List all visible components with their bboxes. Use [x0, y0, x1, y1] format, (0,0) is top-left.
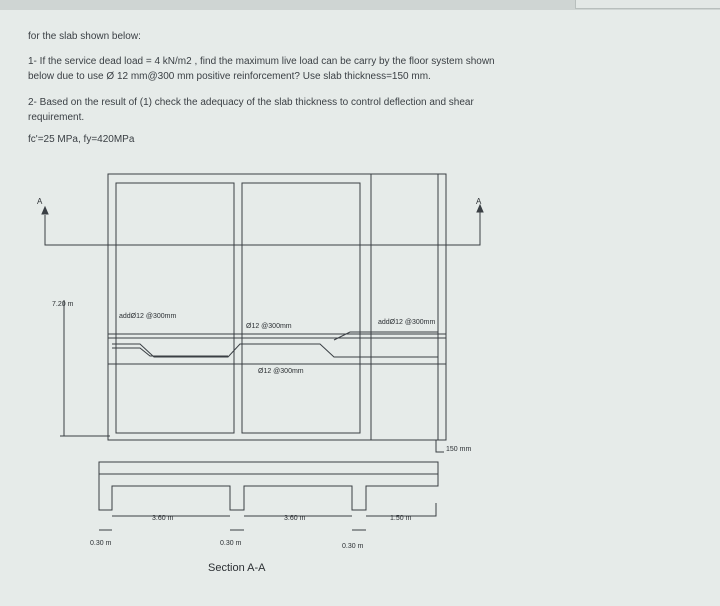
bar-bottom-label: Ø12 @300mm	[258, 368, 304, 375]
span-length-label: 7.20 m	[52, 301, 74, 308]
question-2-line-1: 2- Based on the result of (1) check the adequacy of the slab thickness to control deflection and shear	[28, 97, 474, 108]
bar-mid-label: Ø12 @300mm	[246, 323, 292, 330]
dim-span2-label: 3.60 m	[284, 515, 306, 522]
bar-add-right-label: addØ12 @300mm	[378, 319, 436, 326]
section-arrow-left	[42, 207, 48, 214]
plan-outline	[108, 174, 446, 440]
panel-middle	[242, 183, 360, 433]
section-title: Section A-A	[208, 562, 266, 574]
panel-left	[116, 183, 234, 433]
cranked-bar	[112, 344, 438, 357]
section-arrow-right	[477, 205, 483, 212]
material-properties: fc'=25 MPa, fy=420MPa	[28, 134, 135, 145]
cranked-bar-right	[334, 332, 438, 340]
beam-width-2-label: 0.30 m	[220, 540, 242, 547]
dim-overhang-label: 1.50 m	[390, 515, 412, 522]
beam-width-3-label: 0.30 m	[342, 543, 364, 550]
section-slab	[99, 462, 438, 474]
section-mark-left: A	[37, 197, 43, 206]
question-1-line-1: 1- If the service dead load = 4 kN/m2 , find the maximum live load can be carry by the floor system shown	[28, 56, 495, 67]
section-cut-line	[45, 212, 480, 245]
dim-span1-label: 3.60 m	[152, 515, 174, 522]
beam-width-1-label: 0.30 m	[90, 540, 112, 547]
section-mark-right: A	[476, 197, 482, 206]
bar-add-left-label: addØ12 @300mm	[119, 313, 177, 320]
thickness-leader	[436, 440, 444, 452]
question-2-line-2: requirement.	[28, 112, 85, 123]
section-beams	[99, 474, 438, 510]
problem-intro: for the slab shown below:	[28, 31, 141, 42]
slab-thickness-label: 150 mm	[446, 446, 472, 453]
cranked-bar-inner	[112, 348, 228, 356]
question-1-line-2: below due to use Ø 12 mm@300 mm positive reinforcement? Use slab thickness=150 mm.	[28, 71, 431, 82]
